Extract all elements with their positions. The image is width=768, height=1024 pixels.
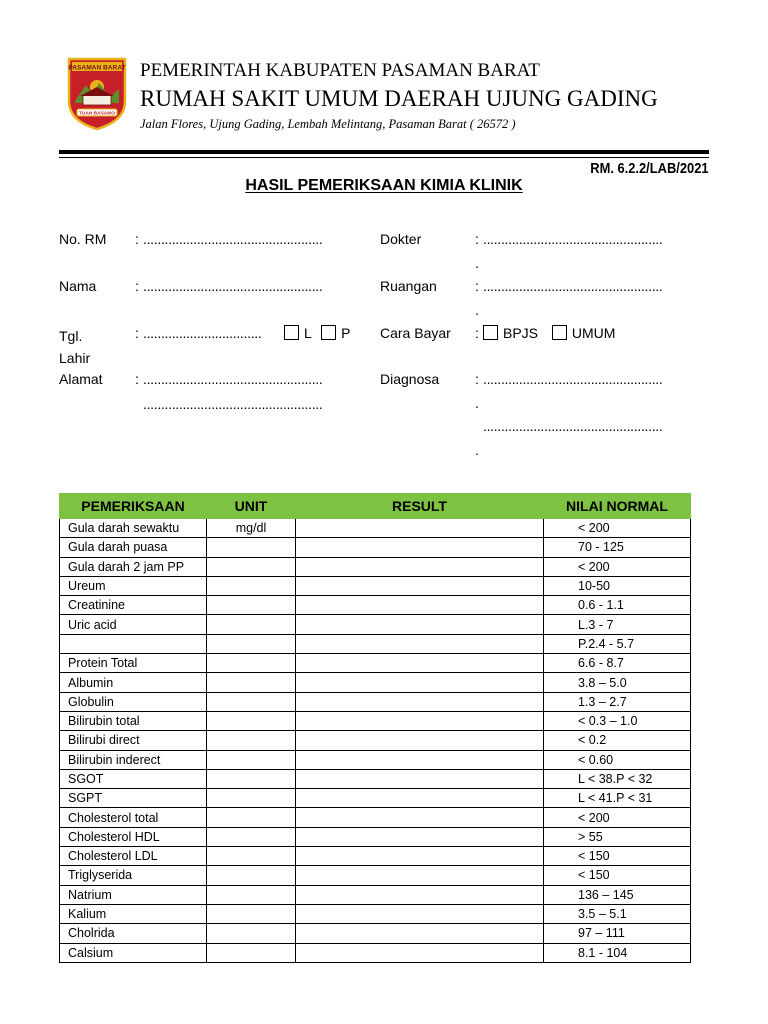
- test-name-cell: Bilirubi direct: [60, 731, 207, 750]
- result-cell[interactable]: [296, 557, 544, 576]
- header-pemeriksaan: PEMERIKSAAN: [60, 494, 207, 519]
- test-name-cell: Creatinine: [60, 596, 207, 615]
- ruangan-label: Ruangan: [380, 278, 437, 294]
- no-rm-field[interactable]: ..................................................: [143, 231, 323, 247]
- table-row: [60, 866, 691, 885]
- unit-cell: [207, 731, 296, 750]
- no-rm-label: No. RM: [59, 231, 107, 247]
- table-row: [60, 924, 691, 943]
- unit-cell: [207, 827, 296, 846]
- unit-cell: [207, 885, 296, 904]
- table-row: [60, 634, 691, 653]
- normal-range-cell: 136 – 145: [544, 885, 691, 904]
- table-row: [60, 731, 691, 750]
- cara-bayar-label: Cara Bayar: [380, 325, 451, 341]
- logo-text: PASAMAN BARAT: [68, 64, 126, 72]
- regency-crest-icon: [66, 57, 128, 131]
- unit-cell: [207, 769, 296, 788]
- unit-cell: [207, 866, 296, 885]
- sex-l-checkbox[interactable]: [284, 325, 299, 340]
- result-cell[interactable]: [296, 654, 544, 673]
- table-row: [60, 692, 691, 711]
- form-title: HASIL PEMERIKSAAN KIMIA KLINIK: [245, 177, 523, 194]
- unit-cell: [207, 654, 296, 673]
- nama-field[interactable]: ..................................................: [143, 278, 323, 294]
- unit-cell: [207, 673, 296, 692]
- normal-range-cell: < 200: [544, 557, 691, 576]
- unit-cell: [207, 615, 296, 634]
- test-name-cell: Globulin: [60, 692, 207, 711]
- normal-range-cell: < 200: [544, 519, 691, 538]
- table-row: [60, 519, 691, 538]
- test-name-cell: Gula darah sewaktu: [60, 519, 207, 538]
- normal-range-cell: < 150: [544, 866, 691, 885]
- result-cell[interactable]: [296, 885, 544, 904]
- normal-range-cell: 1.3 – 2.7: [544, 692, 691, 711]
- unit-cell: [207, 808, 296, 827]
- unit-cell: [207, 847, 296, 866]
- table-row: [60, 808, 691, 827]
- unit-cell: [207, 692, 296, 711]
- diagnosa-field-dot1: .: [475, 395, 479, 411]
- sex-p-checkbox[interactable]: [321, 325, 336, 340]
- table-row: [60, 673, 691, 692]
- dokter-label: Dokter: [380, 231, 422, 247]
- result-cell[interactable]: [296, 576, 544, 595]
- normal-range-cell: < 0.60: [544, 750, 691, 769]
- dokter-colon: :: [475, 231, 479, 247]
- normal-range-cell: 6.6 - 8.7: [544, 654, 691, 673]
- table-row: [60, 596, 691, 615]
- sex-l-label: L: [304, 325, 312, 341]
- normal-range-cell: L.3 - 7: [544, 615, 691, 634]
- document-code: RM. 6.2.2/LAB/2021: [590, 160, 709, 177]
- header-nilai-normal: NILAI NORMAL: [544, 494, 691, 519]
- unit-cell: [207, 711, 296, 730]
- normal-range-cell: P.2.4 - 5.7: [544, 634, 691, 653]
- result-cell[interactable]: [296, 847, 544, 866]
- normal-range-cell: 3.5 – 5.1: [544, 904, 691, 923]
- test-name-cell: Albumin: [60, 673, 207, 692]
- result-cell[interactable]: [296, 750, 544, 769]
- unit-cell: [207, 596, 296, 615]
- unit-cell: [207, 557, 296, 576]
- test-name-cell: Bilirubin total: [60, 711, 207, 730]
- test-name-cell: Cholesterol total: [60, 808, 207, 827]
- diagnosa-field-dot2: .: [475, 442, 479, 458]
- result-cell[interactable]: [296, 596, 544, 615]
- test-name-cell: Ureum: [60, 576, 207, 595]
- table-row: [60, 827, 691, 846]
- result-cell[interactable]: [296, 789, 544, 808]
- table-row: [60, 847, 691, 866]
- alamat-field-line2[interactable]: ..................................................: [143, 396, 323, 412]
- result-cell[interactable]: [296, 904, 544, 923]
- unit-cell: [207, 538, 296, 557]
- table-row: [60, 885, 691, 904]
- table-row: [60, 538, 691, 557]
- unit-cell: [207, 789, 296, 808]
- hospital-logo: [66, 57, 128, 131]
- alamat-field-line1[interactable]: ..................................................: [143, 371, 323, 387]
- logo-banner: TUAH BASAMO: [79, 111, 115, 117]
- table-row: [60, 943, 691, 962]
- test-name-cell: Cholesterol LDL: [60, 847, 207, 866]
- result-cell[interactable]: [296, 519, 544, 538]
- header-unit: UNIT: [207, 494, 296, 519]
- normal-range-cell: 10-50: [544, 576, 691, 595]
- dokter-field-dot: .: [475, 255, 479, 271]
- result-cell[interactable]: [296, 866, 544, 885]
- tgl-lahir-colon: :: [135, 325, 139, 341]
- form-title-wrap: [0, 177, 768, 195]
- diagnosa-label: Diagnosa: [380, 371, 440, 387]
- normal-range-cell: > 55: [544, 827, 691, 846]
- unit-cell: [207, 750, 296, 769]
- unit-cell: [207, 576, 296, 595]
- test-name-cell: Cholesterol HDL: [60, 827, 207, 846]
- normal-range-cell: 97 – 111: [544, 924, 691, 943]
- test-name-cell: SGPT: [60, 789, 207, 808]
- nama-colon: :: [135, 278, 139, 294]
- ruangan-field[interactable]: ..................................................: [483, 278, 663, 294]
- table-row: [60, 654, 691, 673]
- umum-label: UMUM: [571, 325, 616, 341]
- result-cell[interactable]: [296, 615, 544, 634]
- bpjs-label: BPJS: [503, 325, 539, 341]
- result-cell[interactable]: [296, 731, 544, 750]
- unit-cell: mg/dl: [207, 519, 296, 538]
- test-name-cell: Gula darah puasa: [60, 538, 207, 557]
- table-row: [60, 576, 691, 595]
- result-cell[interactable]: [296, 538, 544, 557]
- dokter-field[interactable]: ..................................................: [483, 231, 663, 247]
- table-row: [60, 615, 691, 634]
- normal-range-cell: 70 - 125: [544, 538, 691, 557]
- test-name-cell: Bilirubin inderect: [60, 750, 207, 769]
- test-name-cell: Cholrida: [60, 924, 207, 943]
- result-cell[interactable]: [296, 769, 544, 788]
- table-row: [60, 904, 691, 923]
- table-header-row: [60, 494, 691, 519]
- test-name-cell: Kalium: [60, 904, 207, 923]
- normal-range-cell: < 0.2: [544, 731, 691, 750]
- result-cell[interactable]: [296, 673, 544, 692]
- sex-p-label: P: [341, 325, 351, 341]
- result-cell[interactable]: [296, 924, 544, 943]
- no-rm-colon: :: [135, 231, 139, 247]
- result-cell[interactable]: [296, 711, 544, 730]
- normal-range-cell: 0.6 - 1.1: [544, 596, 691, 615]
- bpjs-checkbox[interactable]: [483, 325, 498, 340]
- result-cell[interactable]: [296, 692, 544, 711]
- alamat-label: Alamat: [59, 371, 103, 387]
- payment-options: [483, 325, 615, 341]
- sex-options: [284, 325, 351, 341]
- test-name-cell: Protein Total: [60, 654, 207, 673]
- diagnosa-field-line1[interactable]: ..................................................: [483, 371, 663, 387]
- normal-range-cell: 3.8 – 5.0: [544, 673, 691, 692]
- hospital-address: Jalan Flores, Ujung Gading, Lembah Melintang, Pasaman Barat ( 26572 ): [140, 117, 516, 131]
- government-name: PEMERINTAH KABUPATEN PASAMAN BARAT: [140, 60, 540, 81]
- ruangan-field-dot: .: [475, 302, 479, 318]
- tgl-lahir-label: Tgl. Lahir: [59, 328, 91, 366]
- ruangan-colon: :: [475, 278, 479, 294]
- table-row: [60, 557, 691, 576]
- header-divider-thin: [59, 157, 709, 158]
- normal-range-cell: < 200: [544, 808, 691, 827]
- umum-checkbox[interactable]: [552, 325, 567, 340]
- test-name-cell: Gula darah 2 jam PP: [60, 557, 207, 576]
- result-cell[interactable]: [296, 943, 544, 962]
- normal-range-cell: < 0.3 – 1.0: [544, 711, 691, 730]
- test-name-cell: Triglyserida: [60, 866, 207, 885]
- header-divider-thick: [59, 150, 709, 154]
- diagnosa-colon: :: [475, 371, 479, 387]
- unit-cell: [207, 924, 296, 943]
- test-name-cell: Uric acid: [60, 615, 207, 634]
- normal-range-cell: L < 38.P < 32: [544, 769, 691, 788]
- table-row: [60, 711, 691, 730]
- normal-range-cell: L < 41.P < 31: [544, 789, 691, 808]
- alamat-colon: :: [135, 371, 139, 387]
- hospital-name: RUMAH SAKIT UMUM DAERAH UJUNG GADING: [140, 86, 658, 111]
- nama-label: Nama: [59, 278, 97, 294]
- table-body: [60, 519, 691, 963]
- diagnosa-field-line2[interactable]: ..................................................: [483, 418, 663, 434]
- tgl-lahir-field[interactable]: .................................: [143, 325, 262, 341]
- normal-range-cell: < 150: [544, 847, 691, 866]
- test-name-cell: [60, 634, 207, 653]
- result-cell[interactable]: [296, 634, 544, 653]
- unit-cell: [207, 634, 296, 653]
- result-cell[interactable]: [296, 808, 544, 827]
- lab-results-table: [59, 493, 691, 963]
- result-cell[interactable]: [296, 827, 544, 846]
- test-name-cell: SGOT: [60, 769, 207, 788]
- normal-range-cell: 8.1 - 104: [544, 943, 691, 962]
- test-name-cell: Natrium: [60, 885, 207, 904]
- table-row: [60, 769, 691, 788]
- table-row: [60, 750, 691, 769]
- cara-bayar-colon: :: [475, 325, 479, 341]
- unit-cell: [207, 904, 296, 923]
- header-result: RESULT: [296, 494, 544, 519]
- test-name-cell: Calsium: [60, 943, 207, 962]
- table-row: [60, 789, 691, 808]
- unit-cell: [207, 943, 296, 962]
